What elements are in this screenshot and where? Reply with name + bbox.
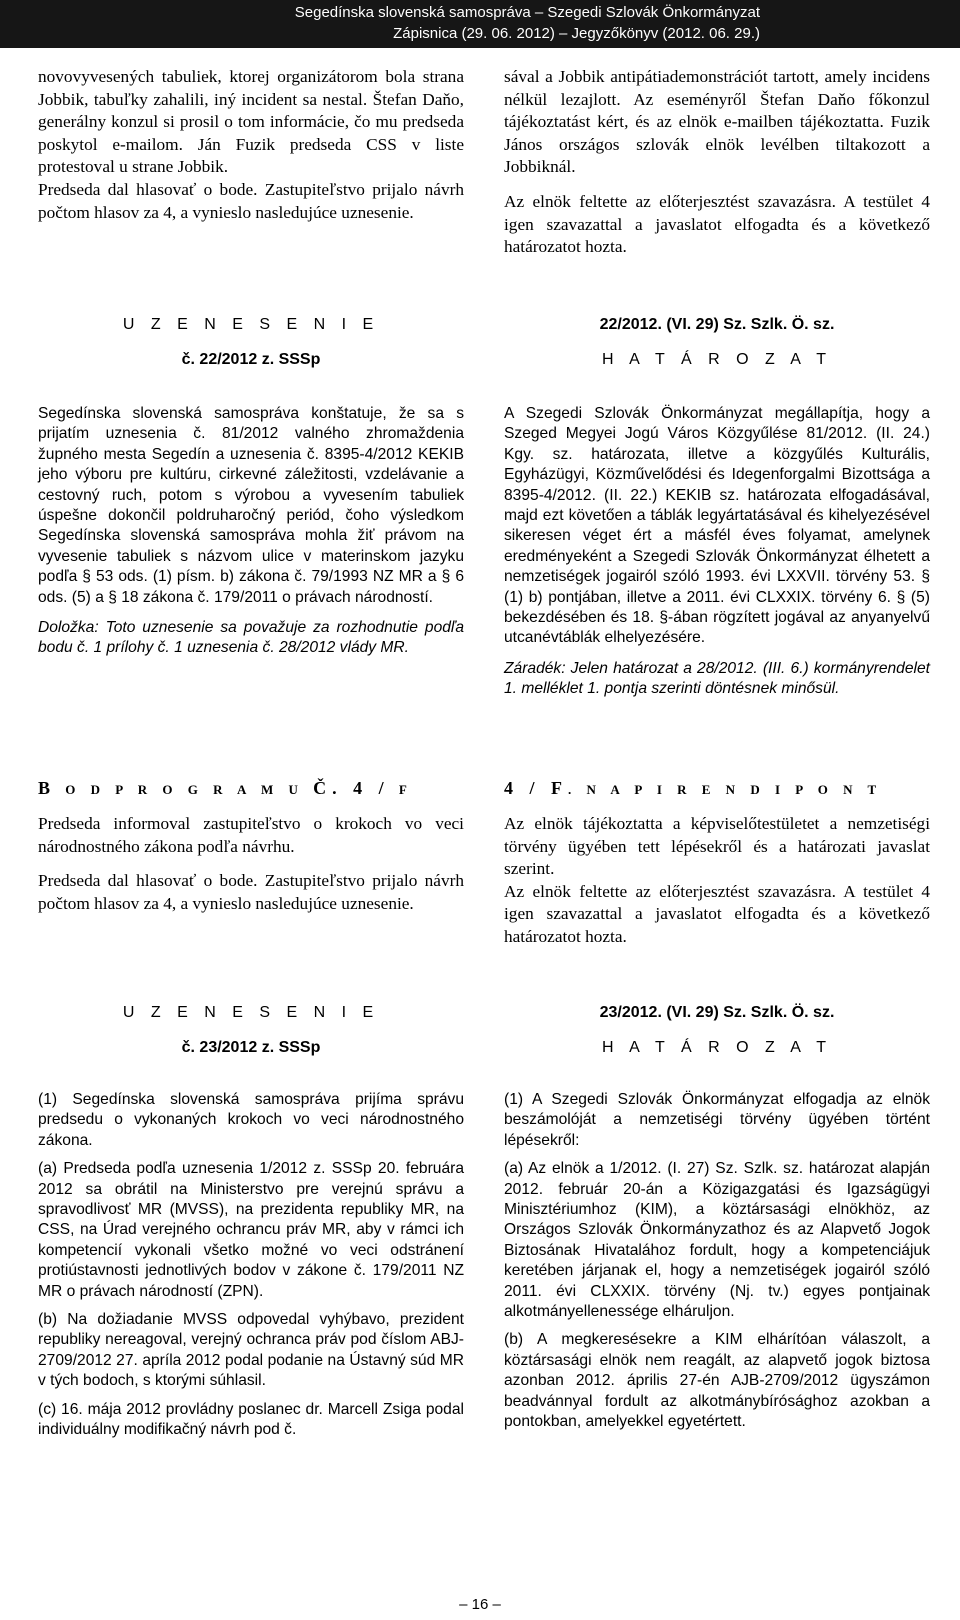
resolution-23-sk-header (38, 1004, 464, 1057)
resolution-number: č. 22/2012 z. SSSp (181, 351, 321, 368)
resolution-text: (c) 16. mája 2012 provládny poslanec dr. Marcell Zsiga podal individuálny modifikačný návrh pod č. (38, 1400, 464, 1439)
resolution-text: Segedínska slovenská samospráva konštatuje, že sa s prijatím uznesenia č. 81/2012 valného zhromaždenia župného mesta Segedín a uznesenia č. 8395-4/2012 KEKIB jeho výboru pre kultúru, cirkevné záležitosti, vzdelávanie a cestovný ruch, potom s výrobou a vyvesením tabuliek úspešne dokončil poldruharočný periód, čoho výsledkom Segedínska slovenská samospráva mohla žiť právom na vyvesenie tabuliek s názvom ulice v materinskom jazyku podľa § 53 ods. (1) písm. b) zákona č. 79/1993 NZ MR a § 6 ods. (5) a § 18 zákona č. 179/2011 o právach národností. (38, 405, 464, 606)
resolution-23-sk-body (38, 1090, 464, 1441)
resolution-22-hu-header (504, 316, 930, 369)
resolution-heading: U Z E N E S E N I E (122, 1004, 380, 1021)
resolution-number: č. 23/2012 z. SSSp (181, 1039, 321, 1056)
resolution-text: (1) A Szegedi Szlovák Önkormányzat elfogadja az elnök beszámolóját a nemzetiségi törvény ügyében történt lépésekről: (504, 1091, 930, 1149)
resolution-heading: U Z E N E S E N I E (122, 316, 380, 333)
page-header (0, 0, 960, 48)
right-paragraph: sával a Jobbik antipátiademonstrációt tartott, amely incidens nélkül lezajlott. Az eseményről Štefan Daňo főkonzul tájékoztatást kért, és az elnök e-mailben tájékoztatta. Fuzik János országos szlovák elnök levélben tiltakozott a Jobbiknál. (504, 67, 930, 177)
agenda-paragraph: Az elnök tájékoztatta a képviselőtestületet a nemzetiségi törvény ügyében tett lépésekről és a határozati javaslat szerint. (504, 814, 930, 879)
agenda-item-sk (38, 778, 464, 915)
resolution-22-hu-body (504, 404, 930, 700)
resolution-text: (b) A megkeresésekre a KIM elhárítóan válaszolt, a köztársasági elnök nem reagált, az alapvető jogok biztosa azonban 2012. április 27-én AJB-2709/2012 ügyszámon beadvánnyal fordult az alkotmánybírósághoz azokban a pontokban, amelyekkel egyetértett. (504, 1331, 930, 1431)
resolution-text: (a) Predseda podľa uznesenia 1/2012 z. SSSp 20. februára 2012 sa obrátil na Ministerstvo pre verejnú správu a spravodlivosť MR (MVSS), na prezidenta republiky MR, na CSS, na Úrad verejného ochrancu práv MR, aby v rámci ich kompetencií vykonali všetko možné vo veci odstránení protiústavnosti jednotlivých bodov v zákone č. 179/2011 NZ MR o právach národností (ZPN). (38, 1160, 464, 1300)
resolution-clause: Doložka: Toto uznesenie sa považuje za rozhodnutie podľa bodu č. 1 prílohy č. 1 uznesenia č. 28/2012 vlády MR. (38, 619, 464, 657)
resolution-clause: Záradék: Jelen határozat a 28/2012. (III. 6.) kormányrendelet 1. melléklet 1. pontja szerinti döntésnek minősül. (504, 659, 930, 698)
left-paragraph: novovyvesených tabuliek, ktorej organizátorom bola strana Jobbik, tabuľky zahalili, iný incident sa nestal. Štefan Daňo, generálny konzul si prosil o tom informácie, čo mu predseda poskytol e-mailom. Ján Fuzik predseda CSS v liste protestoval u strane Jobbik. (38, 67, 464, 177)
header-title: Segedínska slovenská samospráva – Szegedi Szlovák Önkormányzat (294, 4, 760, 21)
resolution-22-sk-header (38, 316, 464, 369)
resolution-number: 23/2012. (VI. 29) Sz. Szlk. Ö. sz. (599, 1004, 835, 1021)
agenda-paragraph: Predseda informoval zastupiteľstvo o krokoch vo veci národnostného zákona podľa návrhu. (38, 814, 464, 856)
agenda-heading: B O D P R O G R A M U Č. 4 / F (38, 778, 413, 798)
agenda-paragraph: Predseda dal hlasovať o bode. Zastupiteľstvo prijalo návrh počtom hlasov za 4, a vynieslo nasledujúce uznesenie. (38, 871, 464, 913)
resolution-heading: H A T Á R O Z A T (601, 351, 833, 368)
agenda-heading: 4 / F. N A P I R E N D I P O N T (504, 778, 883, 798)
resolution-text: (1) Segedínska slovenská samospráva prijíma správu predsedu o vykonaných krokoch vo veci národnostného zákona. (38, 1091, 464, 1149)
resolution-23-hu-header (504, 1004, 930, 1057)
resolution-22-sk-body (38, 404, 464, 659)
resolution-heading: H A T Á R O Z A T (601, 1039, 833, 1056)
agenda-item-hu (504, 778, 930, 949)
resolution-text: (b) Na dožiadanie MVSS odpovedal vyhýbavo, prezident republiky nereagoval, verejný ochranca práv pod číslom ABJ-2709/2012 27. apríla 2012 podal podanie na Ústavný súd MR v tých bodoch, s ktorými súhlasil. (38, 1311, 464, 1390)
resolution-text: (a) Az elnök a 1/2012. (I. 27) Sz. Szlk. sz. határozat alapján 2012. február 20-án a Közigazgatási és Igazságügyi Minisztériumhoz (KIM), a köztársasági elnökhöz, az Országos Szlovák Önkormányzathoz és az Alapvető Jogok Biztosának Hivatalához fordult, hogy a kompetenciájuk keretében járjanak el, hogy a nemzetiségek jogairól szóló 2011. évi CLXXIX. törvény (Nj. tv.) egyes pontjainak alkotmányellenessége elháruljon. (504, 1160, 930, 1321)
left-intro (38, 66, 464, 224)
resolution-text: A Szegedi Szlovák Önkormányzat megállapítja, hogy a Szeged Megyei Jogú Város Közgyűlése 81/2012. (II. 24.) Kgy. sz. határozata, illetve a közgyűlés Kulturális, Egyházügyi, Közművelődési és Idegenforgalmi Bizottsága a 8395-4/2012. (II. 22.) KEKIB sz. határozata elfogadásával, majd ezt követően a táblák legyártatásával és kihelyezésével sikeresen véget ért a másfél éves folyamat, amelynek eredményeként a Szegedi Szlovák Önkormányzat élhetett a nemzetiségek jogairól szóló 1993. évi LXXVII. törvény 53. § (1) b) pontjában, illetve a 2011. évi CLXXIX. törvény 6. § (5) bekezdésében és 18. §-ában rögzített jogával az anyanyelvű utcanévtáblák elhelyezésére. (504, 405, 930, 647)
resolution-number: 22/2012. (VI. 29) Sz. Szlk. Ö. sz. (599, 316, 835, 333)
agenda-paragraph: Az elnök feltette az előterjesztést szavazásra. A testület 4 igen szavazattal a javaslatot elfogadta és a következő határozatot hozta. (504, 881, 930, 946)
right-intro (504, 66, 930, 259)
left-paragraph: Predseda dal hlasovať o bode. Zastupiteľstvo prijalo návrh počtom hlasov za 4, a vynieslo nasledujúce uznesenie. (38, 179, 464, 222)
header-subtitle: Zápisnica (29. 06. 2012) – Jegyzőkönyv (2012. 06. 29.) (393, 25, 760, 42)
right-paragraph: Az elnök feltette az előterjesztést szavazásra. A testület 4 igen szavazattal a javaslatot elfogadta és a következő határozatot hozta. (504, 191, 930, 257)
page-number: – 16 – (459, 1596, 501, 1613)
resolution-23-hu-body (504, 1090, 930, 1433)
